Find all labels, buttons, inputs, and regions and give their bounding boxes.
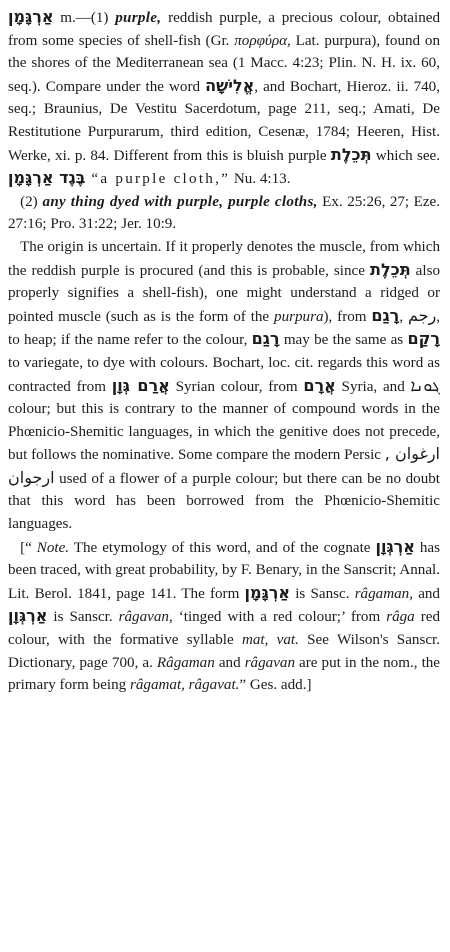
syriac-word: ܓܘܢܐ	[410, 375, 440, 395]
text-run: Syria, and	[335, 378, 411, 395]
text-run: colour; but this is contrary to the manner of compound words in the Phœnicio-Shemitic languages, in which the genitive does not precede, but follows the nominative. Some compare the modern Persic	[8, 401, 440, 464]
origin-paragraph	[8, 236, 440, 536]
sanskrit-word: râgaman,	[354, 585, 413, 602]
text-run: are put in the nom., the primary form being	[8, 654, 441, 694]
text-run: ” Ges. add.]	[239, 677, 312, 694]
greek-word: πορφύρα,	[234, 32, 291, 49]
italic-word: purpura	[274, 308, 324, 325]
text-run: [“	[20, 539, 37, 556]
text-run: to variegate, to dye with colours. Bochart, loc. cit. regards this word as contracted from	[8, 354, 440, 395]
note-paragraph	[8, 536, 440, 697]
text-run: Nu. 4:13.	[230, 171, 291, 188]
hebrew-word: רָגַם	[371, 305, 400, 325]
hebrew-phrase: אֲרַם גְּוָן	[111, 375, 170, 395]
text-run: ), from	[323, 308, 372, 325]
text-run: The etymology of this word, and of the cognate	[69, 539, 376, 556]
text-run: reddish purple, a precious colour, obtained from some species of shell-fish (Gr.	[8, 10, 440, 49]
entry-sense-1	[8, 6, 440, 191]
text-run: also properly signifies a shell-fish), one might understand a ridged or pointed muscle (such as is the form of the	[8, 262, 440, 325]
hebrew-word: רָגַם	[251, 329, 280, 349]
text-run: , to heap; if the name refer to the colour,	[8, 308, 441, 349]
sanskrit-word: râgamat, râgavat.	[129, 677, 240, 694]
text-run: See Wilson's Sanscr. Dictionary, page 700, a.	[8, 632, 440, 671]
hebrew-word: רָקַם	[407, 329, 441, 349]
text-run: The origin is uncertain. If it properly denotes the muscle, from which the reddish purple is procured (and this is probable, since	[8, 238, 440, 279]
hebrew-word: תְּכֵלֶת	[330, 144, 372, 164]
text-run: ,	[399, 308, 408, 325]
text-run: , and Bochart, Hieroz. ii. 740, seq.; Braunius, De Vestitu Sacerdotum, page 211, seq.; Amati, De Restitutione Purpurarum, third edition, Cesenæ, 1784; Heeren, Hist. Werke, xi. p. 84. Different from this is bluish purple	[8, 78, 441, 164]
arabic-word: رجم	[407, 305, 437, 325]
hebrew-word: אַרְגְּוָן	[8, 606, 48, 626]
headword: אַרְגָּמָן	[8, 7, 54, 26]
latin-word: purpura),	[324, 32, 381, 49]
sense-gloss: purple,	[115, 10, 162, 26]
text-run: Syrian colour, from	[169, 378, 304, 395]
hebrew-word: אֲרָם	[303, 375, 336, 395]
sense-number: (2)	[20, 193, 38, 210]
sense-number: (1)	[90, 10, 109, 26]
sanskrit-word: Râgaman	[156, 654, 215, 671]
text-run: is Sanscr.	[47, 609, 119, 626]
entry-sense-2	[8, 191, 440, 236]
sanskrit-word: râgavan	[244, 654, 295, 671]
text-run: red colour, with the formative syllable	[8, 609, 440, 649]
text-run: is Sansc.	[290, 585, 355, 602]
sanskrit-suffix: mat, vat.	[241, 632, 299, 649]
text-run: used of a flower of a purple colour; but there can be no doubt that this word has been borrowed from the Phœnicio-Shemitic languages.	[8, 470, 440, 533]
gender: m.—	[60, 10, 91, 26]
sanskrit-word: râga	[386, 609, 415, 626]
persian-words: ارغوان , ارجوان	[8, 444, 440, 487]
text-run: ‘tinged with a red colour;’ from	[172, 609, 387, 626]
text-run: may be the same as	[279, 332, 408, 349]
hebrew-word: תְּכֵלֶת	[370, 259, 411, 279]
text-run: Lat.	[290, 32, 325, 49]
sanskrit-word: râgavan,	[118, 609, 173, 626]
text-run: and	[412, 585, 440, 602]
sense-gloss: any thing dyed with purple, purple cloths,	[37, 193, 318, 210]
hebrew-word: אֱלִישָׁה	[205, 75, 255, 95]
text-run: and	[214, 654, 245, 671]
hebrew-word: אַרְגְּוָן	[375, 536, 415, 556]
text-run: Ex. 25:26, 27; Eze. 27:16; Pro. 31:22; Jer. 10:9.	[8, 193, 441, 233]
text-run: found on the shores of the Mediterranean sea (1 Macc. 4:23; Plin. N. H. ix. 60, seq.). Compare under the word	[8, 32, 440, 95]
text-run: which see.	[371, 147, 441, 164]
quoted-gloss: “a purple cloth,”	[85, 171, 231, 188]
hebrew-phrase: בֶּגֶד אַרְגָּמָן	[8, 168, 86, 188]
note-label: Note.	[36, 539, 70, 556]
hebrew-word: אַרְגָּמָן	[244, 582, 291, 602]
text-run: has been traced, with great probability, by F. Benary, in the Sanscrit; Annal. Lit. Berol. 1841, page 141. The form	[8, 539, 441, 602]
